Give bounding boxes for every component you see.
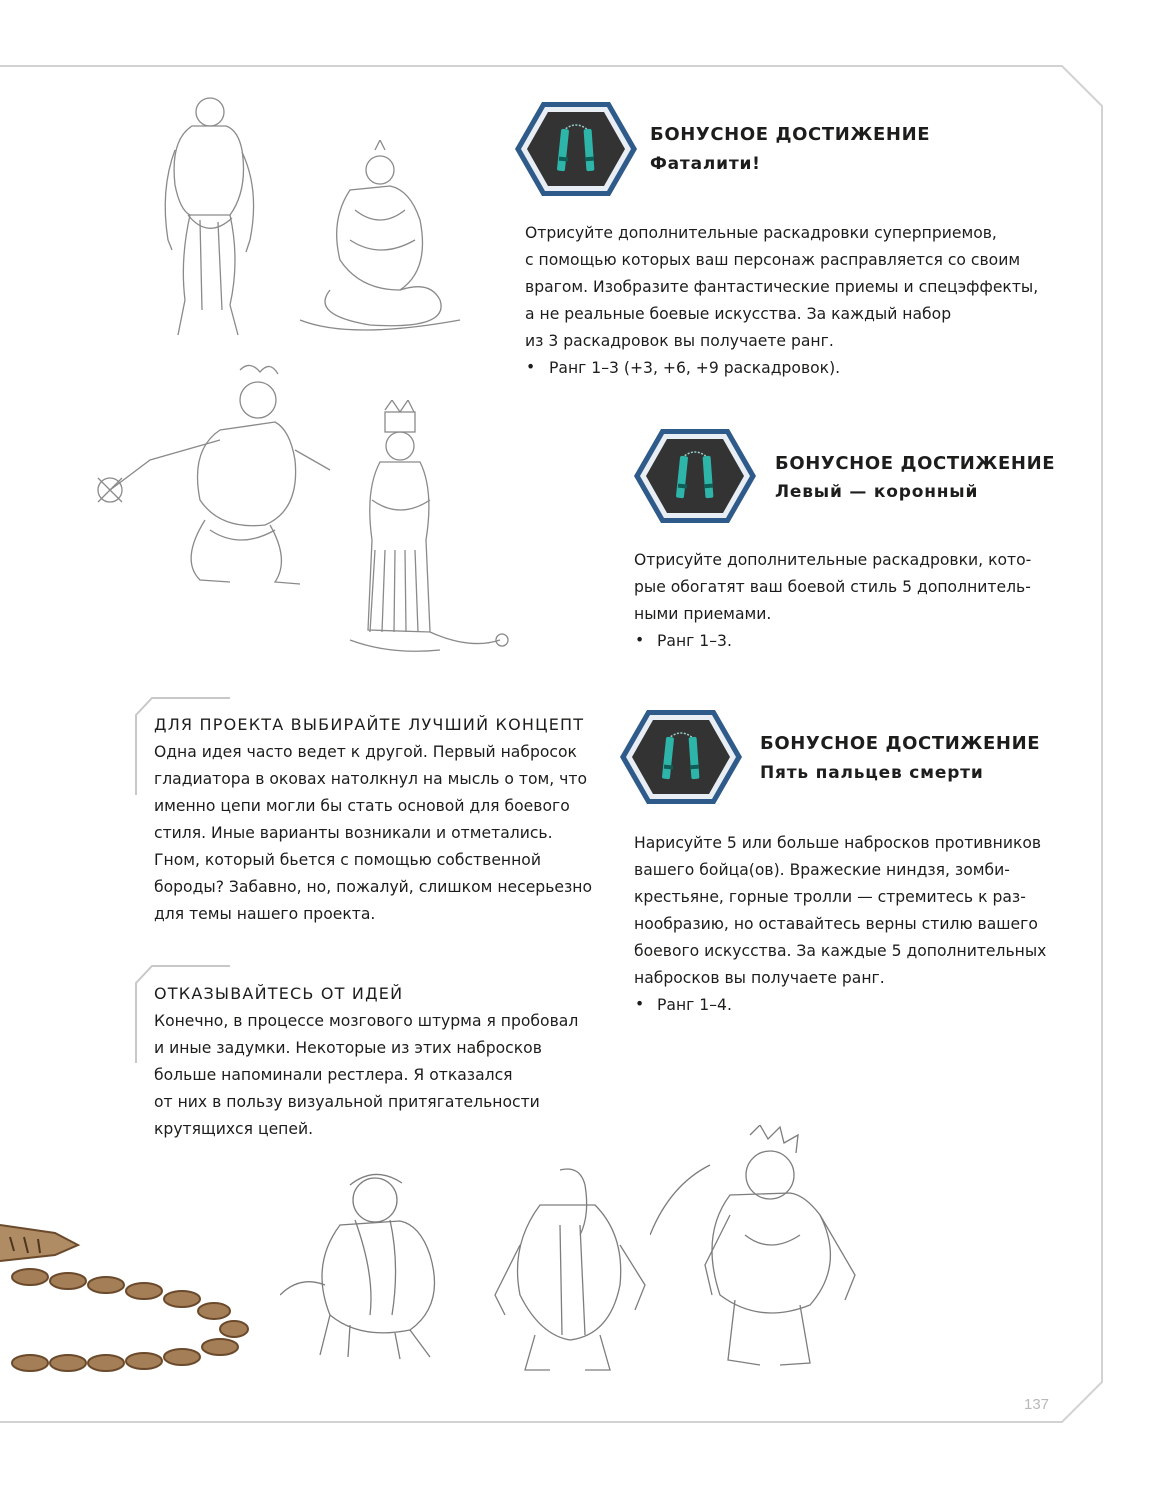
beast-sketch-illustration [650, 1125, 880, 1375]
bullet-marker: • [635, 995, 645, 1013]
page-number: 137 [1024, 1396, 1050, 1413]
achievement-title: БОНУСНОЕ ДОСТИЖЕНИЕ [650, 124, 931, 145]
text-line: набросков вы получаете ранг. [634, 969, 885, 987]
tip-heading: ОТКАЗЫВАЙТЕСЬ ОТ ИДЕЙ [154, 984, 404, 1003]
tip-heading: ДЛЯ ПРОЕКТА ВЫБИРАЙТЕ ЛУЧШИЙ КОНЦЕПТ [154, 715, 585, 734]
text-line: именно цепи могли бы стать основой для боевого [154, 797, 570, 815]
text-line: с помощью которых ваш персонаж расправляется со своим [525, 251, 1021, 269]
text-line: Одна идея часто ведет к другой. Первый набросок [154, 743, 577, 761]
text-line: Нарисуйте 5 или больше набросков противников [634, 834, 1042, 852]
achievement-subtitle: Левый — коронный [775, 482, 979, 502]
text-line: боевого искусства. За каждые 5 дополнительных [634, 942, 1047, 960]
text-line: для темы нашего проекта. [154, 905, 376, 923]
rank-text: Ранг 1–3. [657, 632, 732, 650]
achievement-subtitle: Пять пальцев смерти [760, 763, 984, 783]
achievement-badge-fatality [514, 101, 638, 197]
achievement-subtitle: Фаталити! [650, 154, 761, 174]
bullet-marker: • [526, 358, 536, 376]
bullet-marker: • [635, 631, 645, 649]
gladiator-sketch-illustration [130, 90, 310, 350]
text-line: вашего бойца(ов). Вражеские ниндзя, зомби- [634, 861, 1010, 879]
text-line: ными приемами. [634, 605, 772, 623]
text-line: больше напоминали рестлера. Я отказался [154, 1066, 513, 1084]
chain-warrior-sketch-illustration [90, 360, 350, 590]
text-line: нообразию, но оставайтесь верны стилю вашего [634, 915, 1038, 933]
text-line: Гном, который бьется с помощью собственной [154, 851, 541, 869]
dwarf-sketch-illustration [280, 1165, 480, 1365]
rank-text: Ранг 1–4. [657, 996, 732, 1014]
shaman-sketch-illustration [330, 400, 520, 670]
text-line: бороды? Забавно, но, пожалуй, слишком несерьезно [154, 878, 593, 896]
achievement-badge-left-signature [633, 428, 757, 524]
text-line: а не реальные боевые искусства. За каждый набор [525, 305, 952, 323]
text-line: стиля. Иные варианты возникали и отметались. [154, 824, 553, 842]
text-line: от них в пользу визуальной притягательности [154, 1093, 540, 1111]
text-line: врагом. Изобразите фантастические приемы и спецэффекты, [525, 278, 1039, 296]
text-line: крестьяне, горные тролли — стремитесь к раз- [634, 888, 1026, 906]
text-line: крутящихся цепей. [154, 1120, 314, 1138]
text-line: Конечно, в процессе мозгового штурма я пробовал [154, 1012, 579, 1030]
text-line: из 3 раскадровок вы получаете ранг. [525, 332, 834, 350]
text-line: гладиатора в оковах натолкнул на мысль о том, что [154, 770, 588, 788]
text-line: Отрисуйте дополнительные раскадровки, кото- [634, 551, 1032, 569]
chain-weapon-illustration [0, 1215, 260, 1375]
troll-sketch-illustration [490, 1165, 650, 1375]
achievement-title: БОНУСНОЕ ДОСТИЖЕНИЕ [775, 453, 1056, 474]
text-line: и иные задумки. Некоторые из этих набросков [154, 1039, 542, 1057]
text-line: рые обогатят ваш боевой стиль 5 дополнитель- [634, 578, 1031, 596]
rank-text: Ранг 1–3 (+3, +6, +9 раскадровок). [549, 359, 841, 377]
achievement-badge-five-fingers [619, 709, 743, 805]
monk-sketch-illustration [290, 140, 470, 340]
achievement-title: БОНУСНОЕ ДОСТИЖЕНИЕ [760, 733, 1041, 754]
text-line: Отрисуйте дополнительные раскадровки суперприемов, [525, 224, 997, 242]
